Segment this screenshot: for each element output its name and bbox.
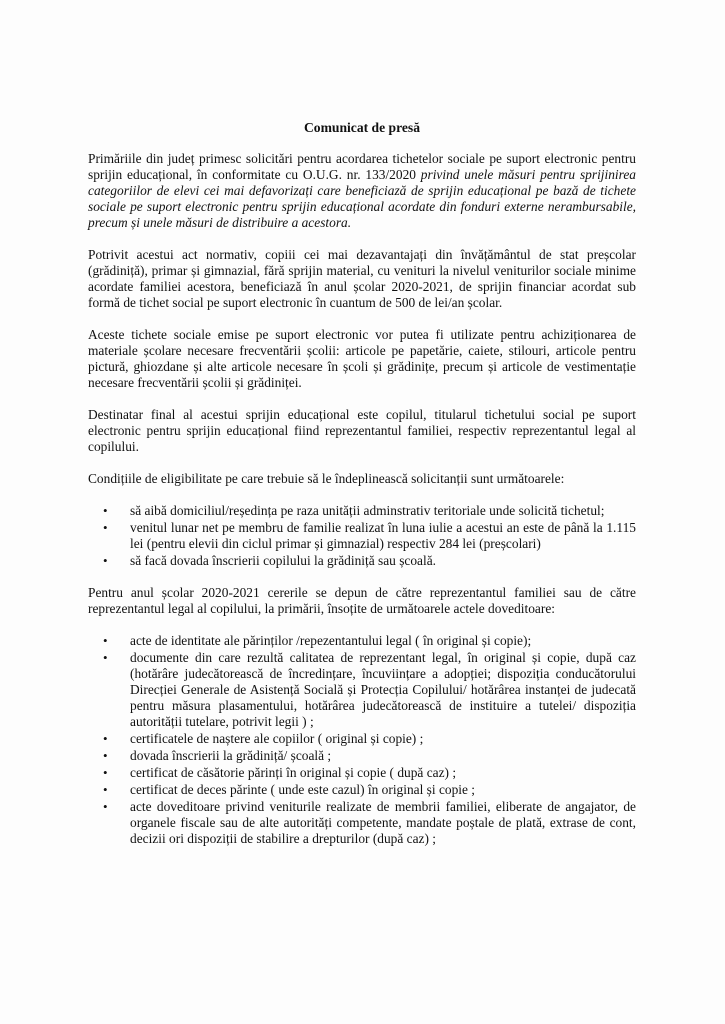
bullet-icon: • [103, 650, 108, 665]
documents-intro: Pentru anul școlar 2020-2021 cererile se depun de către reprezentantul familiei sau de către reprezentantul legal al copilului, la primării, însoțite de următoarele actele doveditoare: [88, 585, 636, 616]
list-item-text: certificatele de naștere ale copiilor ( original și copie) ; [130, 731, 424, 746]
list-item [103, 731, 636, 747]
conditions-intro: Condițiile de eligibilitate pe care trebuie să le îndeplinească solicitanții sunt următoarele: [88, 471, 565, 486]
list-item-text: acte doveditoare privind veniturile realizate de membrii familiei, eliberate de angajator, de organele fiscale sau de alte autorități competente, mandate poștale de plată, extrase de cont, decizii ori dispoziții de stabilire a drepturilor (după caz) ; [130, 799, 636, 846]
bullet-icon: • [103, 765, 108, 780]
beneficiary-paragraph: Destinatar final al acestui sprijin educațional este copilul, titularul tichetului social pe suport electronic pentru sprijin educațional fiind reprezentantul familiei, respectiv reprezentantul legal al copilului. [88, 407, 636, 454]
intro-plain-text: Primăriile din județ primesc solicitări pentru acordarea tichetelor sociale pe suport electronic pentru sprijin educațional, în conformitate cu O.U.G. nr. 133/2020 [88, 151, 636, 182]
list-item-text: documente din care rezultă calitatea de reprezentant legal, în original și copie, după caz (hotărâre judecătorească de încredințare, încuviințare a adopției; dispoziția conducătorului Direcției Generale de Asistență Socială și Protecția Copilului/ hotărârea instanței de judecată pentru măsura plasamentului, hotărârea judecătorească de instituire a tutelei/ dispoziția autorității tutelare, potrivit legii ) ; [130, 650, 636, 729]
list-item-text: venitul lunar net pe membru de familie realizat în luna iulie a acestui an este de până la 1.115 lei (pentru elevii din ciclul primar și gimnazial) respectiv 284 lei (preșcolari) [130, 520, 636, 551]
conditions-list [88, 503, 636, 569]
bullet-icon: • [103, 799, 108, 814]
bullet-icon: • [103, 520, 108, 535]
bullet-icon: • [103, 503, 108, 518]
list-item [103, 633, 636, 649]
list-item [103, 782, 636, 798]
list-item-text: dovada înscrierii la grădiniță/ școală ; [130, 748, 332, 763]
documents-list [88, 633, 636, 847]
bullet-icon: • [103, 748, 108, 763]
list-item-text: să facă dovada înscrierii copilului la grădiniță sau școală. [130, 553, 437, 568]
eligibility-paragraph: Potrivit acestui act normativ, copiii cei mai dezavantajați din învățământul de stat preșcolar (grădiniță), primar și gimnazial, fără sprijin material, cu venituri la nivelul veniturilor sociale minime acordate familiei acestora, beneficiază în anul școlar 2020-2021, de sprijin financiar acordat sub formă de tichet social pe suport electronic în cuantum de 500 de lei/an școlar. [88, 247, 636, 310]
list-item [103, 765, 636, 781]
list-item-text: să aibă domiciliul/reședința pe raza unității adminstrativ teritoriale unde solicită tichetul; [130, 503, 605, 518]
list-item [103, 520, 636, 552]
list-item [103, 748, 636, 764]
list-item [103, 503, 636, 519]
page-title: Comunicat de presă [303, 120, 421, 135]
list-item [103, 553, 636, 569]
bullet-icon: • [103, 731, 108, 746]
intro-paragraph [88, 151, 636, 231]
list-item-text: certificat de căsătorie părinți în original și copie ( după caz) ; [130, 765, 457, 780]
document-body [88, 120, 636, 863]
list-item [103, 650, 636, 730]
intro-italic-text: privind unele măsuri pentru sprijinirea categoriilor de elevi cei mai defavorizați care beneficiază de sprijin educațional pe bază de tichete sociale pe suport electronic pentru sprijin educațional acordate din fonduri externe nerambursabile, precum și unele măsuri de distribuire a acestora. [88, 167, 637, 230]
list-item-text: certificat de deces părinte ( unde este cazul) în original și copie ; [130, 782, 476, 797]
usage-paragraph: Aceste tichete sociale emise pe suport electronic vor putea fi utilizate pentru achiziționarea de materiale școlare necesare frecventării școlii: articole pe papetărie, caiete, stilouri, articole pentru pictură, ghiozdane și alte articole necesare în școli și grădinițe, precum și articole de vestimentație necesare frecventării școlii și grădiniței. [88, 327, 636, 390]
list-item [103, 799, 636, 847]
scan-artifact [330, 6, 390, 16]
bullet-icon: • [103, 633, 108, 648]
bullet-icon: • [103, 553, 108, 568]
bullet-icon: • [103, 782, 108, 797]
list-item-text: acte de identitate ale părinților /repezentantului legal ( în original și copie); [130, 633, 532, 648]
